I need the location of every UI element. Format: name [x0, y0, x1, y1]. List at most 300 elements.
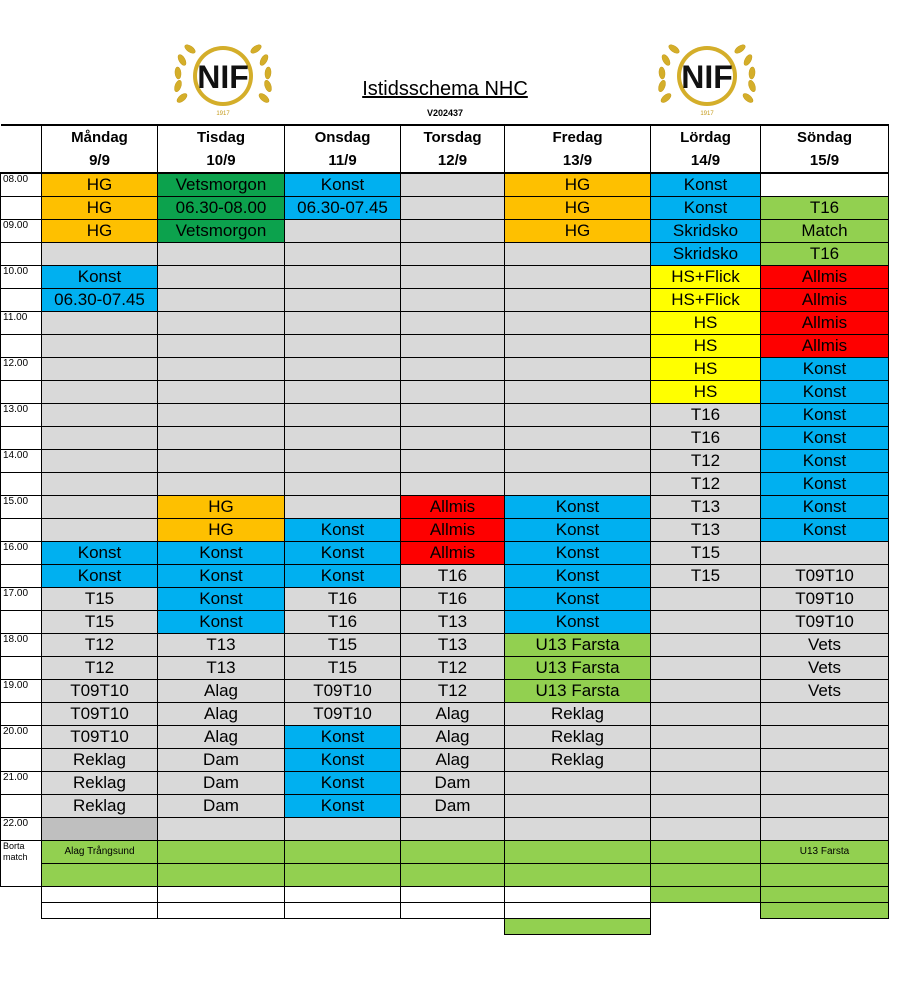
booking-cell: T16	[285, 588, 401, 611]
extra-cell	[651, 919, 761, 935]
booking-cell	[505, 450, 651, 473]
booking-cell	[505, 358, 651, 381]
time-label	[1, 335, 42, 358]
booking-cell: Skridsko	[651, 220, 761, 243]
day-date: 11/9	[285, 149, 401, 173]
booking-cell: T12	[401, 657, 505, 680]
booking-cell	[42, 496, 158, 519]
booking-cell	[42, 381, 158, 404]
booking-cell	[761, 173, 889, 197]
booking-cell	[651, 818, 761, 841]
away-match-label: Borta match	[1, 841, 42, 887]
booking-cell: T16	[761, 243, 889, 266]
booking-cell: T15	[651, 565, 761, 588]
time-label	[1, 197, 42, 220]
booking-cell	[285, 818, 401, 841]
booking-cell: Reklag	[505, 703, 651, 726]
booking-cell: Dam	[158, 795, 285, 818]
away-match-cell	[42, 864, 158, 887]
booking-cell: 06.30-07.45	[285, 197, 401, 220]
time-label	[1, 289, 42, 312]
booking-cell	[761, 542, 889, 565]
booking-cell: HG	[505, 197, 651, 220]
booking-cell: Konst	[505, 611, 651, 634]
booking-cell	[285, 404, 401, 427]
booking-cell	[401, 220, 505, 243]
time-label	[1, 611, 42, 634]
booking-cell	[401, 312, 505, 335]
extra-cell	[401, 887, 505, 903]
booking-cell: HS+Flick	[651, 266, 761, 289]
time-label: 22.00	[1, 818, 42, 841]
booking-cell: Konst	[505, 588, 651, 611]
booking-cell	[158, 358, 285, 381]
booking-cell: U13 Farsta	[505, 634, 651, 657]
booking-cell: HS	[651, 312, 761, 335]
svg-text:1917: 1917	[700, 111, 714, 117]
time-slot-row	[1, 795, 889, 818]
extra-cell	[42, 919, 158, 935]
booking-cell: T16	[651, 427, 761, 450]
booking-cell: Dam	[401, 795, 505, 818]
booking-cell	[285, 473, 401, 496]
booking-cell: Konst	[285, 749, 401, 772]
extra-cell	[761, 903, 889, 919]
booking-cell	[401, 197, 505, 220]
booking-cell	[505, 312, 651, 335]
booking-cell: Reklag	[505, 726, 651, 749]
away-match-cell	[285, 864, 401, 887]
booking-cell	[42, 404, 158, 427]
extra-cell	[42, 903, 158, 919]
extra-cell	[505, 887, 651, 903]
booking-cell	[401, 427, 505, 450]
time-label	[1, 795, 42, 818]
booking-cell	[505, 795, 651, 818]
away-match-cell: Alag Trångsund	[42, 841, 158, 864]
booking-cell	[42, 243, 158, 266]
booking-cell: T09T10	[761, 611, 889, 634]
away-match-row	[1, 864, 889, 887]
booking-cell	[401, 404, 505, 427]
booking-cell: Reklag	[42, 795, 158, 818]
booking-cell: Konst	[505, 565, 651, 588]
booking-cell: HS	[651, 381, 761, 404]
booking-cell	[505, 427, 651, 450]
day-date: 9/9	[42, 149, 158, 173]
extra-cell	[158, 903, 285, 919]
booking-cell: HS	[651, 335, 761, 358]
nif-logo-left	[168, 36, 278, 118]
booking-cell	[651, 772, 761, 795]
svg-text:NIF: NIF	[681, 59, 733, 95]
booking-cell: T16	[401, 588, 505, 611]
booking-cell: Konst	[505, 496, 651, 519]
booking-cell	[761, 703, 889, 726]
time-label	[1, 243, 42, 266]
time-slot-row	[1, 427, 889, 450]
away-match-cell	[285, 841, 401, 864]
booking-cell	[401, 335, 505, 358]
extra-cell	[285, 887, 401, 903]
booking-cell: Alag	[401, 726, 505, 749]
booking-cell: Konst	[761, 427, 889, 450]
booking-cell	[401, 266, 505, 289]
booking-cell	[285, 427, 401, 450]
booking-cell	[651, 749, 761, 772]
away-match-cell	[401, 864, 505, 887]
time-slot-row	[1, 634, 889, 657]
booking-cell: T16	[651, 404, 761, 427]
time-label: 10.00	[1, 266, 42, 289]
extra-cell	[761, 887, 889, 903]
extra-row	[1, 903, 889, 919]
booking-cell: T09T10	[761, 565, 889, 588]
day-name: Onsdag	[285, 125, 401, 149]
booking-cell: U13 Farsta	[505, 657, 651, 680]
booking-cell: Allmis	[401, 519, 505, 542]
booking-cell: T16	[761, 197, 889, 220]
time-label	[1, 473, 42, 496]
away-match-cell	[761, 864, 889, 887]
time-slot-row	[1, 611, 889, 634]
booking-cell: T15	[285, 657, 401, 680]
booking-cell: T13	[401, 634, 505, 657]
booking-cell	[651, 680, 761, 703]
booking-cell: Alag	[401, 703, 505, 726]
booking-cell	[505, 289, 651, 312]
booking-cell: Dam	[158, 772, 285, 795]
booking-cell: Alag	[158, 726, 285, 749]
booking-cell	[42, 450, 158, 473]
booking-cell: Dam	[158, 749, 285, 772]
booking-cell: Konst	[761, 381, 889, 404]
extra-cell	[1, 903, 42, 919]
booking-cell	[651, 795, 761, 818]
booking-cell	[158, 450, 285, 473]
time-label	[1, 427, 42, 450]
booking-cell	[505, 772, 651, 795]
booking-cell: Konst	[505, 519, 651, 542]
booking-cell	[158, 818, 285, 841]
time-label: 14.00	[1, 450, 42, 473]
extra-cell	[1, 887, 42, 903]
time-slot-row	[1, 703, 889, 726]
booking-cell: Allmis	[761, 335, 889, 358]
booking-cell: Konst	[42, 542, 158, 565]
booking-cell: T13	[401, 611, 505, 634]
time-slot-row	[1, 565, 889, 588]
svg-text:NIF: NIF	[197, 59, 249, 95]
booking-cell	[651, 634, 761, 657]
booking-cell: HG	[42, 220, 158, 243]
booking-cell: T12	[651, 450, 761, 473]
booking-cell	[505, 381, 651, 404]
booking-cell: Allmis	[761, 289, 889, 312]
booking-cell	[505, 818, 651, 841]
time-label: 08.00	[1, 173, 42, 197]
booking-cell	[401, 473, 505, 496]
time-slot-row	[1, 289, 889, 312]
booking-cell	[505, 266, 651, 289]
booking-cell	[401, 289, 505, 312]
away-match-cell	[651, 864, 761, 887]
time-slot-row	[1, 243, 889, 266]
booking-cell	[42, 519, 158, 542]
booking-cell: Konst	[285, 772, 401, 795]
booking-cell: Konst	[158, 565, 285, 588]
booking-cell: Konst	[761, 358, 889, 381]
booking-cell: Skridsko	[651, 243, 761, 266]
time-slot-row	[1, 749, 889, 772]
booking-cell: Vetsmorgon	[158, 173, 285, 197]
booking-cell: Konst	[285, 795, 401, 818]
day-name: Tisdag	[158, 125, 285, 149]
booking-cell	[401, 243, 505, 266]
away-match-cell	[158, 841, 285, 864]
booking-cell: Konst	[42, 565, 158, 588]
extra-cell	[761, 919, 889, 935]
booking-cell: T13	[651, 496, 761, 519]
booking-cell	[42, 335, 158, 358]
booking-cell: T16	[401, 565, 505, 588]
booking-cell: Vets	[761, 680, 889, 703]
time-label	[1, 381, 42, 404]
booking-cell: HG	[505, 220, 651, 243]
booking-cell	[401, 450, 505, 473]
booking-cell	[401, 358, 505, 381]
booking-cell: T09T10	[42, 680, 158, 703]
day-name: Lördag	[651, 125, 761, 149]
time-slot-row	[1, 312, 889, 335]
booking-cell	[158, 312, 285, 335]
time-label	[1, 565, 42, 588]
booking-cell	[285, 381, 401, 404]
booking-cell: Allmis	[761, 266, 889, 289]
booking-cell: T12	[42, 657, 158, 680]
booking-cell: Konst	[158, 542, 285, 565]
time-label: 11.00	[1, 312, 42, 335]
time-slot-row	[1, 381, 889, 404]
time-slot-row	[1, 496, 889, 519]
booking-cell	[651, 611, 761, 634]
booking-cell: Konst	[285, 173, 401, 197]
booking-cell: T12	[401, 680, 505, 703]
time-slot-row	[1, 680, 889, 703]
day-date: 14/9	[651, 149, 761, 173]
booking-cell: Allmis	[761, 312, 889, 335]
booking-cell	[401, 818, 505, 841]
booking-cell: Alag	[401, 749, 505, 772]
day-name: Söndag	[761, 125, 889, 149]
extra-cell	[158, 919, 285, 935]
time-label	[1, 749, 42, 772]
booking-cell: T16	[285, 611, 401, 634]
booking-cell	[761, 818, 889, 841]
booking-cell: Konst	[285, 519, 401, 542]
extra-cell	[285, 903, 401, 919]
time-label: 21.00	[1, 772, 42, 795]
header-corner	[1, 125, 42, 149]
booking-cell: T09T10	[761, 588, 889, 611]
time-slot-row	[1, 473, 889, 496]
booking-cell: Vets	[761, 634, 889, 657]
time-label: 19.00	[1, 680, 42, 703]
day-name: Torsdag	[401, 125, 505, 149]
booking-cell	[158, 427, 285, 450]
booking-cell: Konst	[285, 542, 401, 565]
booking-cell	[505, 473, 651, 496]
day-date: 10/9	[158, 149, 285, 173]
booking-cell: HS+Flick	[651, 289, 761, 312]
time-label: 20.00	[1, 726, 42, 749]
time-label	[1, 657, 42, 680]
day-date: 13/9	[505, 149, 651, 173]
booking-cell	[158, 289, 285, 312]
booking-cell: 06.30-08.00	[158, 197, 285, 220]
booking-cell	[42, 427, 158, 450]
booking-cell	[761, 795, 889, 818]
time-slot-row	[1, 772, 889, 795]
time-label: 13.00	[1, 404, 42, 427]
extra-cell	[401, 903, 505, 919]
time-slot-row	[1, 450, 889, 473]
header-corner	[1, 149, 42, 173]
time-slot-row	[1, 726, 889, 749]
booking-cell	[285, 266, 401, 289]
time-slot-row	[1, 657, 889, 680]
extra-cell	[651, 887, 761, 903]
time-slot-row	[1, 197, 889, 220]
booking-cell: T15	[42, 588, 158, 611]
booking-cell: Konst	[285, 726, 401, 749]
booking-cell: Reklag	[505, 749, 651, 772]
version-label: V202437	[426, 108, 464, 118]
booking-cell	[401, 381, 505, 404]
booking-cell: T13	[651, 519, 761, 542]
away-match-cell	[505, 841, 651, 864]
booking-cell	[761, 772, 889, 795]
booking-cell: Konst	[158, 588, 285, 611]
booking-cell: T09T10	[42, 726, 158, 749]
booking-cell: Konst	[505, 542, 651, 565]
time-label: 09.00	[1, 220, 42, 243]
booking-cell: Vets	[761, 657, 889, 680]
booking-cell: Konst	[285, 565, 401, 588]
booking-cell: 06.30-07.45	[42, 289, 158, 312]
extra-cell	[505, 919, 651, 935]
extra-row	[1, 919, 889, 935]
booking-cell	[158, 335, 285, 358]
booking-cell: T13	[158, 657, 285, 680]
booking-cell: Konst	[761, 404, 889, 427]
booking-cell: T13	[158, 634, 285, 657]
booking-cell	[285, 289, 401, 312]
booking-cell: T09T10	[285, 703, 401, 726]
booking-cell	[158, 243, 285, 266]
time-slot-row	[1, 542, 889, 565]
time-slot-row	[1, 404, 889, 427]
booking-cell	[505, 404, 651, 427]
booking-cell	[761, 749, 889, 772]
booking-cell	[158, 404, 285, 427]
day-date: 12/9	[401, 149, 505, 173]
booking-cell: HG	[42, 173, 158, 197]
booking-cell	[158, 266, 285, 289]
booking-cell: HG	[158, 496, 285, 519]
time-label: 15.00	[1, 496, 42, 519]
booking-cell: Alag	[158, 680, 285, 703]
booking-cell: HG	[42, 197, 158, 220]
booking-cell: Konst	[761, 450, 889, 473]
schedule-table	[0, 124, 889, 935]
booking-cell: Vetsmorgon	[158, 220, 285, 243]
booking-cell	[505, 335, 651, 358]
booking-cell: Alag	[158, 703, 285, 726]
booking-cell: T12	[42, 634, 158, 657]
time-slot-row	[1, 220, 889, 243]
booking-cell: Konst	[761, 519, 889, 542]
time-slot-row	[1, 266, 889, 289]
booking-cell	[285, 335, 401, 358]
extra-cell	[158, 887, 285, 903]
extra-cell	[285, 919, 401, 935]
booking-cell: Konst	[158, 611, 285, 634]
booking-cell	[651, 726, 761, 749]
booking-cell	[651, 703, 761, 726]
extra-cell	[401, 919, 505, 935]
booking-cell: T12	[651, 473, 761, 496]
booking-cell	[761, 726, 889, 749]
day-date: 15/9	[761, 149, 889, 173]
extra-cell	[42, 887, 158, 903]
away-match-cell: U13 Farsta	[761, 841, 889, 864]
booking-cell: Allmis	[401, 496, 505, 519]
booking-cell: Konst	[761, 496, 889, 519]
time-label: 18.00	[1, 634, 42, 657]
time-label: 16.00	[1, 542, 42, 565]
booking-cell: U13 Farsta	[505, 680, 651, 703]
booking-cell: Konst	[761, 473, 889, 496]
extra-cell	[651, 903, 761, 919]
booking-cell	[285, 220, 401, 243]
booking-cell: Konst	[651, 173, 761, 197]
booking-cell: T09T10	[42, 703, 158, 726]
booking-cell	[401, 173, 505, 197]
away-match-cell	[505, 864, 651, 887]
booking-cell	[651, 588, 761, 611]
booking-cell: Konst	[651, 197, 761, 220]
booking-cell	[42, 312, 158, 335]
time-slot-row	[1, 519, 889, 542]
time-slot-row	[1, 818, 889, 841]
booking-cell: HG	[158, 519, 285, 542]
time-slot-row	[1, 358, 889, 381]
booking-cell: T09T10	[285, 680, 401, 703]
booking-cell: Dam	[401, 772, 505, 795]
booking-cell: T15	[651, 542, 761, 565]
booking-cell	[505, 243, 651, 266]
svg-text:1917: 1917	[216, 111, 230, 117]
time-slot-row	[1, 173, 889, 197]
booking-cell: Reklag	[42, 749, 158, 772]
booking-cell	[651, 657, 761, 680]
extra-cell	[1, 919, 42, 935]
away-match-cell	[158, 864, 285, 887]
away-match-cell	[651, 841, 761, 864]
booking-cell: HG	[505, 173, 651, 197]
booking-cell	[42, 358, 158, 381]
